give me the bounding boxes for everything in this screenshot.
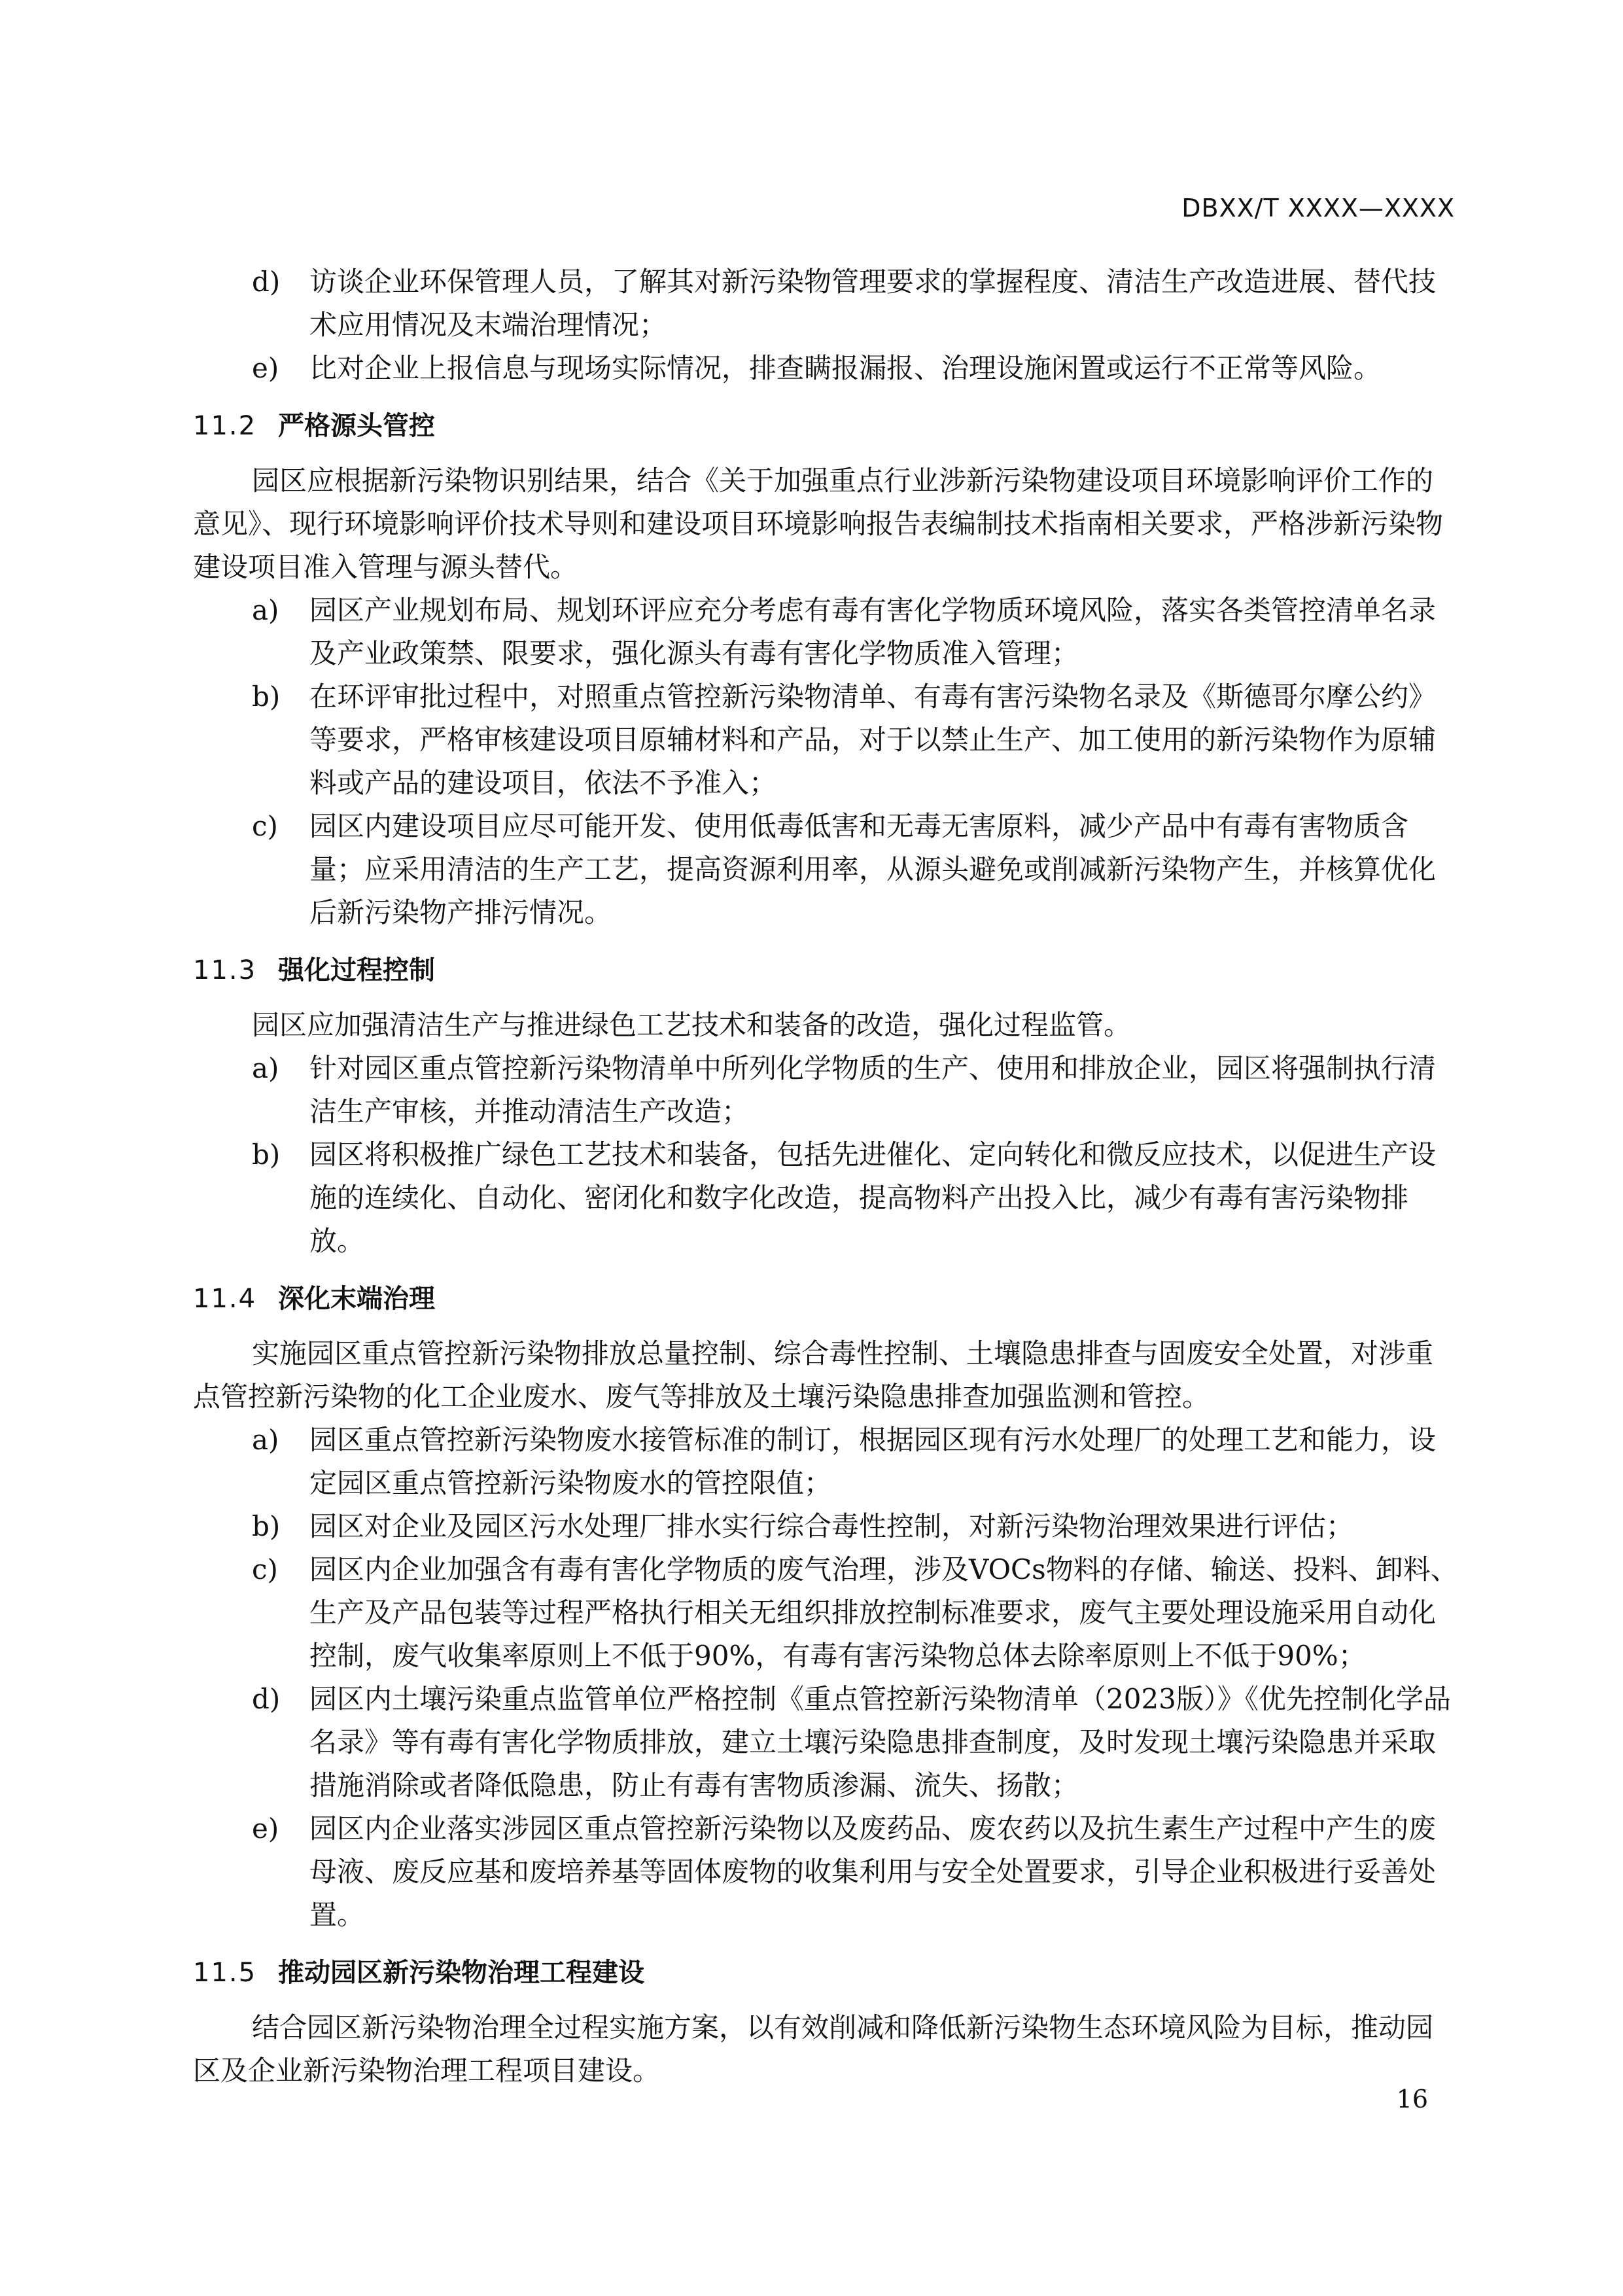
section-title: 严格源头管控 — [278, 411, 435, 441]
list-item-text: 园区内土壤污染重点监管单位严格控制《重点管控新污染物清单（2023版）》《优先控制化学品名录》等有毒有害化学物质排放，建立土壤污染隐患排查制度，及时发现土壤污染隐患并采取措施消除或者降低隐患，防止有毒有害物质渗漏、流失、扬散； — [309, 1683, 1451, 1801]
page-number: 16 — [1396, 2085, 1428, 2113]
list-item-text: 比对企业上报信息与现场实际情况，排查瞒报漏报、治理设施闲置或运行不正常等风险。 — [309, 352, 1382, 384]
list-item — [193, 1807, 1459, 1937]
list-item-text: 园区产业规划布局、规划环评应充分考虑有毒有害化学物质环境风险，落实各类管控清单名录及产业政策禁、限要求，强化源头有毒有害化学物质准入管理； — [309, 594, 1437, 669]
section-number: 11.2 — [193, 411, 257, 441]
list-item-text: 园区内企业加强含有毒有害化学物质的废气治理，涉及VOCs物料的存储、输送、投料、卸料、生产及产品包装等过程严格执行相关无组织排放控制标准要求，废气主要处理设施采用自动化控制，废气收集率原则上不低于90%，有毒有害污染物总体去除率原则上不低于90%； — [309, 1553, 1458, 1672]
list-item — [193, 347, 1459, 390]
section-paragraph: 实施园区重点管控新污染物排放总量控制、综合毒性控制、土壤隐患排查与固废安全处置，对涉重点管控新污染物的化工企业废水、废气等排放及土壤污染隐患排查加强监测和管控。 — [193, 1337, 1434, 1413]
section-title: 强化过程控制 — [278, 955, 435, 985]
standard-code-header: DBXX/T XXXX—XXXX — [1181, 194, 1455, 222]
list-marker: b) — [252, 1510, 281, 1542]
list-item-text: 园区将积极推广绿色工艺技术和装备，包括先进催化、定向转化和微反应技术，以促进生产设施的连续化、自动化、密闭化和数字化改造，提高物料产出投入比，减少有毒有害污染物排放。 — [309, 1139, 1437, 1257]
section-number: 11.3 — [193, 955, 257, 985]
section-heading — [193, 949, 1459, 992]
list-marker: a) — [252, 1424, 279, 1456]
section-title: 深化末端治理 — [278, 1284, 435, 1314]
list-marker: c) — [252, 1553, 278, 1585]
list-item — [193, 1419, 1459, 1505]
list-marker: a) — [252, 1052, 279, 1084]
list-item-text: 针对园区重点管控新污染物清单中所列化学物质的生产、使用和排放企业，园区将强制执行清洁生产审核，并推动清洁生产改造； — [309, 1052, 1437, 1127]
section-heading — [193, 1277, 1459, 1320]
list-marker: e) — [252, 1812, 279, 1845]
section-number: 11.4 — [193, 1284, 257, 1314]
section-paragraph: 园区应根据新污染物识别结果，结合《关于加强重点行业涉新污染物建设项目环境影响评价工作的意见》、现行环境影响评价技术导则和建设项目环境影响报告表编制技术指南相关要求，严格涉新污染物建设项目准入管理与源头替代。 — [193, 465, 1444, 583]
list-item — [193, 805, 1459, 934]
list-marker: c) — [252, 810, 278, 842]
list-item-text: 园区对企业及园区污水处理厂排水实行综合毒性控制，对新污染物治理效果进行评估； — [309, 1510, 1354, 1542]
list-item — [193, 1505, 1459, 1548]
list-item-text: 园区内建设项目应尽可能开发、使用低毒低害和无毒无害原料，减少产品中有毒有害物质含量；应采用清洁的生产工艺，提高资源利用率，从源头避免或削减新污染物产生，并核算优化后新污染物产排污情况。 — [309, 810, 1437, 928]
section-paragraph: 结合园区新污染物治理全过程实施方案，以有效削减和降低新污染物生态环境风险为目标，推动园区及企业新污染物治理工程项目建设。 — [193, 2011, 1434, 2087]
list-item — [193, 1678, 1459, 1807]
list-item-text: 在环评审批过程中，对照重点管控新污染物清单、有毒有害污染物名录及《斯德哥尔摩公约》等要求，严格审核建设项目原辅材料和产品，对于以禁止生产、加工使用的新污染物作为原辅料或产品的建设项目，依法不予准入； — [309, 680, 1437, 799]
list-item-text: 访谈企业环保管理人员，了解其对新污染物管理要求的掌握程度、清洁生产改造进展、替代技术应用情况及末端治理情况； — [309, 266, 1437, 341]
section-heading — [193, 404, 1459, 448]
list-item-text: 园区内企业落实涉园区重点管控新污染物以及废药品、废农药以及抗生素生产过程中产生的废母液、废反应基和废培养基等固体废物的收集利用与安全处置要求，引导企业积极进行妥善处置。 — [309, 1812, 1437, 1931]
list-item-text: 园区重点管控新污染物废水接管标准的制订，根据园区现有污水处理厂的处理工艺和能力，设定园区重点管控新污染物废水的管控限值； — [309, 1424, 1437, 1499]
section-paragraph: 园区应加强清洁生产与推进绿色工艺技术和装备的改造，强化过程监管。 — [252, 1009, 1132, 1041]
list-marker: e) — [252, 352, 279, 384]
list-item — [193, 1133, 1459, 1263]
list-item — [193, 1047, 1459, 1133]
list-item — [193, 260, 1459, 347]
list-marker: d) — [252, 266, 281, 298]
list-marker: a) — [252, 594, 279, 626]
section-heading — [193, 1951, 1459, 1994]
section-number: 11.5 — [193, 1958, 257, 1988]
list-marker: b) — [252, 680, 281, 713]
section-title: 推动园区新污染物治理工程建设 — [278, 1958, 644, 1988]
list-item — [193, 1548, 1459, 1678]
list-marker: b) — [252, 1139, 281, 1171]
list-item — [193, 675, 1459, 805]
page-content — [193, 260, 1459, 2093]
list-marker: d) — [252, 1683, 281, 1715]
list-item — [193, 589, 1459, 675]
